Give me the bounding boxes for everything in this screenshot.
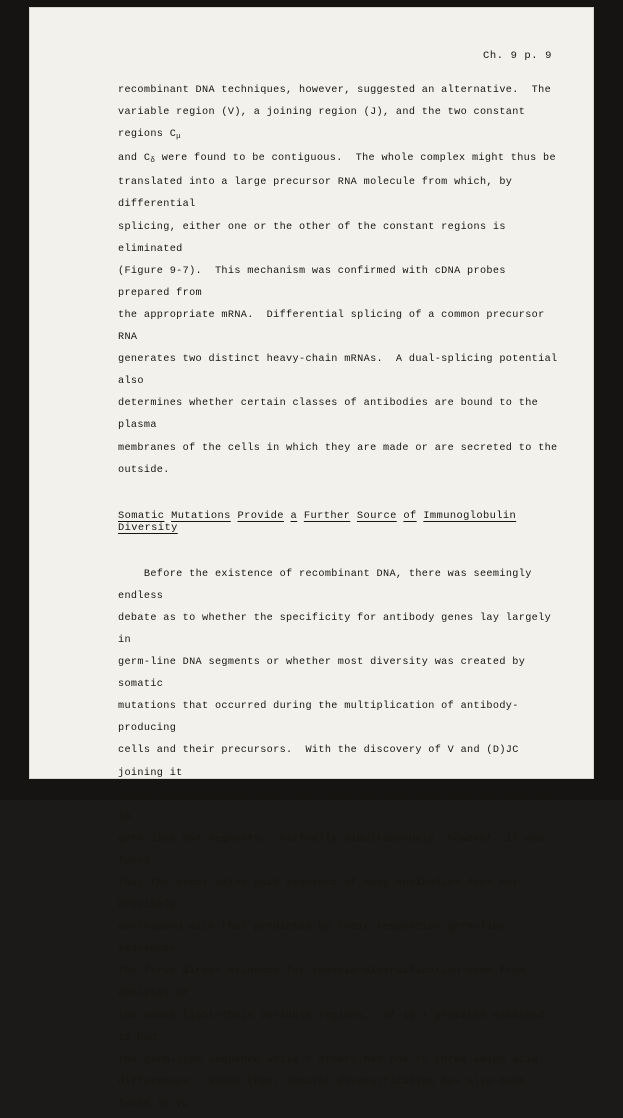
heading-word: Mutations xyxy=(171,510,231,522)
text-line: The first direct evidence for somatic diversification came from analysis of xyxy=(118,961,558,1005)
text-line: germ-line DNA segments. Virtually simultaneously, however, it was found xyxy=(118,829,558,873)
text-line-body: differences. Since then, somatic diversification has also been found in V xyxy=(118,1077,532,1110)
text-line: mutations that occurred during the multiplication of antibody-producing xyxy=(118,696,558,740)
heading-word: a xyxy=(291,510,298,522)
text-line: Before the existence of recombinant DNA, there was seemingly endless xyxy=(118,564,558,608)
subscript-h: H xyxy=(183,1103,188,1111)
text-line xyxy=(118,1072,558,1118)
heading-word: Immunoglobulin xyxy=(423,510,516,522)
text-line: correspond with that predicted by their respective germ-line sequences. xyxy=(118,917,558,961)
text-line xyxy=(118,148,558,172)
text-line: recombinant DNA techniques, however, suggested an alternative. The xyxy=(118,80,558,102)
heading-word: Further xyxy=(304,510,350,522)
text-line: generates two distinct heavy-chain mRNAs. A dual-splicing potential also xyxy=(118,349,558,393)
text-line: that the exact amino acid sequence of many antibodies does not precisely xyxy=(118,873,558,917)
heading-word: Somatic xyxy=(118,510,164,522)
heading-word: Source xyxy=(357,510,397,522)
heading-word: Provide xyxy=(237,510,283,522)
subscript-mu: μ xyxy=(176,133,181,141)
text-line-body: variable region (V), a joining region (J), and the two constant regions C xyxy=(118,107,532,140)
text-line: germ-line DNA segments or whether most diversity was created by somatic xyxy=(118,652,558,696)
page-content-area xyxy=(118,50,558,1118)
subscript-delta: δ xyxy=(150,157,155,165)
text-line-prefix: and C xyxy=(118,153,150,164)
text-line: the germ-line sequence while 7 others had one to three amino acid xyxy=(118,1050,558,1072)
text-line-rest: were found to be contiguous. The whole complex might thus be xyxy=(155,153,556,164)
text-line: splicing, either one or the other of the constant regions is eliminated xyxy=(118,217,558,261)
heading-word: Diversity xyxy=(118,522,178,534)
page-header-running-head: Ch. 9 p. 9 xyxy=(118,50,558,62)
text-line: determines whether certain classes of antibodies are bound to the plasma xyxy=(118,393,558,437)
text-line: membranes of the cells in which they are made or are secreted to the xyxy=(118,438,558,460)
text-line: the mouse light-chain variable regions. Of 19 λ proteins examined, 12 had xyxy=(118,1006,558,1050)
paragraph-two xyxy=(118,564,558,1118)
text-line: cells and their precursors. With the discovery of V and (D)JC joining it xyxy=(118,740,558,784)
document-page xyxy=(30,8,593,778)
text-line: (Figure 9-7). This mechanism was confirmed with cDNA probes prepared from xyxy=(118,261,558,305)
text-line: the appropriate mRNA. Differential splicing of a common precursor RNA xyxy=(118,305,558,349)
text-line: outside. xyxy=(118,460,558,482)
text-line: debate as to whether the specificity for antibody genes lay largely in xyxy=(118,608,558,652)
paragraph-one xyxy=(118,80,558,482)
text-line: translated into a large precursor RNA molecule from which, by differential xyxy=(118,172,558,216)
text-line: became unambiguously clear that much antibody diversity was carried in xyxy=(118,785,558,829)
text-line xyxy=(118,102,558,148)
section-heading xyxy=(118,510,558,534)
heading-word: of xyxy=(403,510,416,522)
